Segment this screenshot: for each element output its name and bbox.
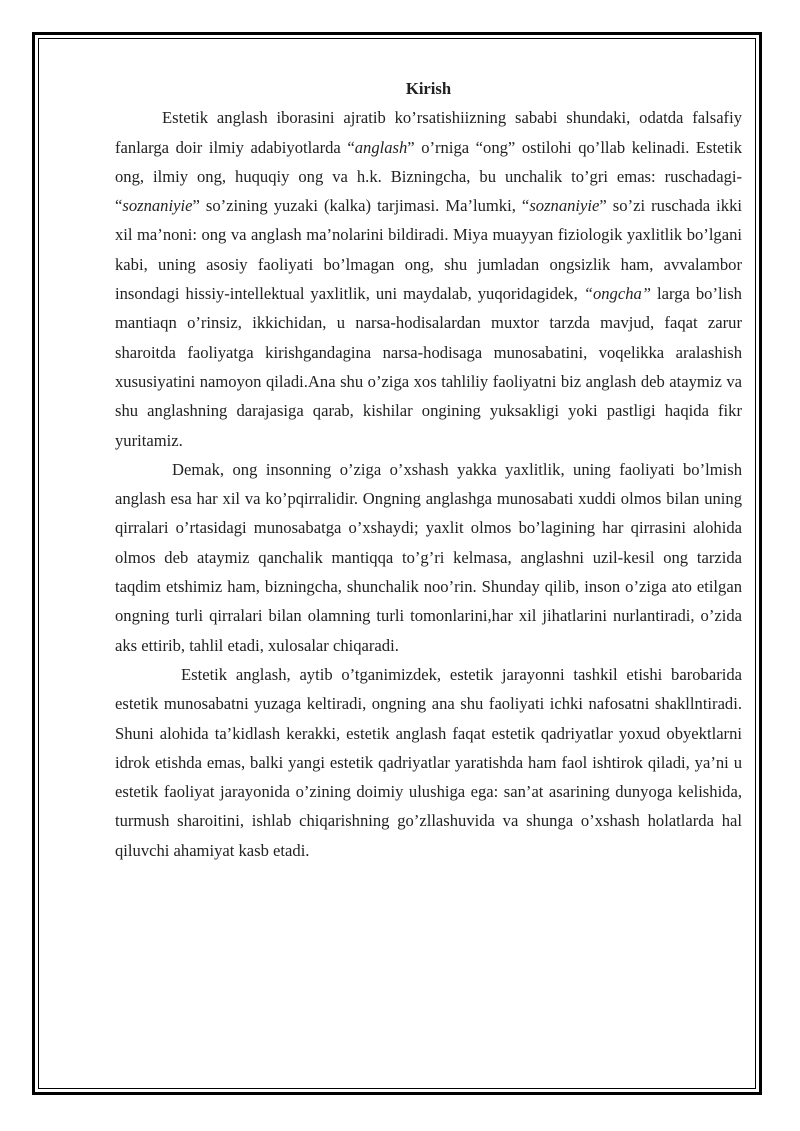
italic-term-anglash: anglash — [354, 137, 408, 157]
paragraph-1 — [115, 103, 742, 455]
paragraph-1-text-2: ” o’rniga “ong” ostilohi qo’llab kelinadi. Estetik ong, ilmiy ong, huquqiy ong va h.k. Bizningcha, bu unchalik to’gri emas: ruschadagi- “ — [115, 137, 743, 216]
paragraph-1-text-3: ” so’zining yuzaki (kalka) tarjimasi. Ma’lumki, “ — [192, 196, 530, 216]
paragraph-1-text-4: ” so’zi ruschada ikki xil ma’noni: ong va anglash ma’nolarini bildiradi. Miya muayyan fiziologik yaxlitlik bo’lgani kabi, uning asosiy faoliyati bo’lmagan ong, shu jumladan ongsizlik ham, avvalambor insondagi hissiy-intellektual yaxlitlik, uni maydalab, yuqoridagidek, — [115, 196, 742, 304]
paragraph-1-text-5: larga bo’lish mantiaqn o’rinsiz, ikkichidan, u narsa-hodisalardan muxtor tarzda mavjud, faqat zarur sharoitda faoliyatga kirishgandagina narsa-hodisaga munosabatini, voqelikka aralashish xususiyatini namoyon qiladi.Ana shu o’ziga xos tahliliy faoliyatni biz anglash deb ataymiz va shu anglashning darajasiga qarab, kishilar ongining yuksakligi yoki pastligi haqida fikr yuritamiz. — [115, 284, 742, 450]
document-body — [115, 74, 742, 865]
page-title: Kirish — [405, 79, 452, 98]
paragraph-2: Demak, ong insonning o’ziga o’xshash yakka yaxlitlik, uning faoliyati bo’lmish anglash esa har xil va ko’pqirralidir. Ongning anglashga munosabati xuddi olmos bilan uning qirralari o’rtasidagi munosabatga o’xshaydi; yaxlit olmos bo’lagining har qirrasini alohida olmos deb ataymiz qanchalik mantiqqa to’g’ri kelmasa, anglashni uzil-kesil ong tarzida taqdim etshimiz ham, bizningcha, shunchalik noo’rin. Shunday qilib, inson o’ziga ato etilgan ongning turli qirralari bilan olamning turli tomonlarini,har xil jihatlarini nurlantiradi, o’zida aks ettirib, tahlil etadi, xulosalar chiqaradi. — [115, 459, 742, 655]
paragraph-3: Estetik anglash, aytib o’tganimizdek, estetik jarayonni tashkil etishi barobarida estetik munosabatni yuzaga keltiradi, ongning ana shu faoliyati ichki nafosatni shakllntiradi. Shuni alohida ta’kidlash kerakki, estetik anglash faqat estetik qadriyatlar yoxud obyektlarni idrok etishda emas, balki yangi estetik qadriyatlar yaratishda ham faol ishtirok qiladi, ya’ni u estetik faoliyat jarayonida o’zining doimiy ulushiga ega: san’at asarining dunyoga kelishida, turmush sharoitini, ishlab chiqarishning go’zllashuvida va shunga o’xshash holatlarda hal qiluvchi ahamiyat kasb etadi. — [115, 664, 742, 860]
paragraph-1-text-1: Estetik anglash iborasini ajratib ko’rsatishiizning sababi shundaki, odatda falsafiy fanlarga doir ilmiy adabiyotlarda “ — [115, 108, 742, 157]
italic-term-ongcha: “ongcha” — [583, 284, 652, 304]
italic-term-soznaniyie-2: soznaniyie — [529, 196, 600, 216]
italic-term-soznaniyie-1: soznaniyie — [122, 196, 193, 216]
